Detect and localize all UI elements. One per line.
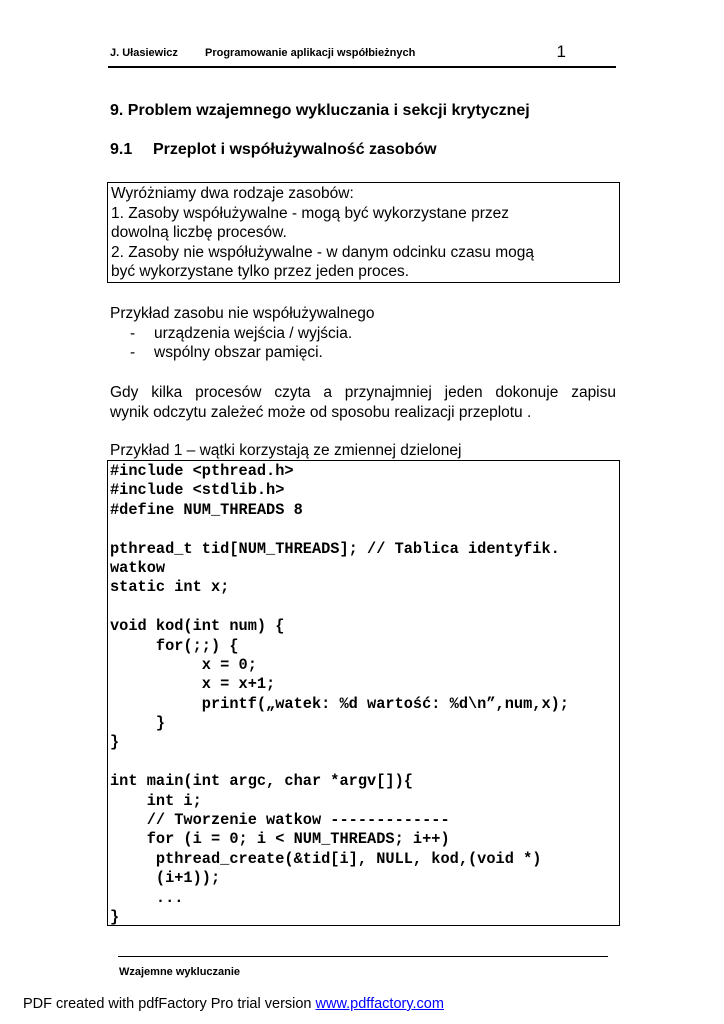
example-list bbox=[110, 304, 375, 363]
example1-caption: Przykład 1 – wątki korzystają ze zmiennej dzielonej bbox=[110, 442, 462, 459]
page-number: 1 bbox=[556, 42, 566, 61]
code-line: #define NUM_THREADS 8 bbox=[110, 500, 303, 519]
code-line: pthread_create(&tid[i], NULL, kod,(void *) bbox=[110, 849, 542, 868]
code-line: x = 0; bbox=[110, 655, 257, 674]
code-line: pthread_t tid[NUM_THREADS]; // Tablica identyfik. bbox=[110, 539, 560, 558]
code-line: ... bbox=[110, 888, 184, 907]
resource-box-line: dowolną liczbę procesów. bbox=[111, 224, 287, 241]
code-line: printf(„watek: %d wartość: %d\n”,num,x); bbox=[110, 694, 569, 713]
code-line: static int x; bbox=[110, 578, 230, 597]
interleave-paragraph bbox=[110, 383, 616, 422]
footer-text: Wzajemne wykluczanie bbox=[119, 966, 241, 978]
list-item-text: wspólny obszar pamięci. bbox=[154, 344, 323, 361]
code-line bbox=[110, 520, 619, 539]
list-dash: - bbox=[130, 344, 136, 361]
code-line: } bbox=[110, 907, 120, 926]
code-line: for(;;) { bbox=[110, 636, 239, 655]
code-line: x = x+1; bbox=[110, 675, 276, 694]
resource-box-line: być wykorzystane tylko przez jeden proces. bbox=[111, 263, 410, 280]
header-author: J. Ułasiewicz bbox=[110, 47, 178, 59]
resource-box-line: 1. Zasoby współużywalne - mogą być wykorzystane przez bbox=[111, 204, 509, 222]
list-item bbox=[110, 324, 375, 344]
resource-box-line: 2. Zasoby nie współużywalne - w danym odcinku czasu mogą bbox=[111, 243, 535, 261]
paragraph-line: wynik odczytu zależeć może od sposobu realizacji przeplotu . bbox=[110, 403, 532, 421]
list-item-text: urządzenia wejścia / wyjścia. bbox=[154, 324, 353, 342]
code-line bbox=[110, 598, 619, 617]
code-line: int main(int argc, char *argv[]){ bbox=[110, 772, 413, 791]
paragraph-line: Gdy kilka procesów czyta a przynajmniej jeden dokonuje zapisu bbox=[110, 384, 616, 401]
pdf-note-prefix: PDF created with pdfFactory Pro trial version bbox=[23, 996, 316, 1012]
footer-divider bbox=[118, 956, 608, 957]
code-line: #include <stdlib.h> bbox=[110, 481, 285, 500]
code-line: #include <pthread.h> bbox=[110, 462, 294, 480]
subsection-heading bbox=[110, 141, 437, 159]
code-line: void kod(int num) { bbox=[110, 617, 285, 636]
code-line: // Tworzenie watkow ------------- bbox=[110, 811, 450, 830]
code-line: (i+1)); bbox=[110, 869, 221, 888]
list-item bbox=[110, 343, 375, 363]
pdf-creator-note bbox=[23, 996, 444, 1012]
subsection-number: 9.1 bbox=[110, 141, 133, 158]
resource-types-box bbox=[107, 182, 620, 283]
code-line: watkow bbox=[110, 558, 166, 577]
code-line: for (i = 0; i < NUM_THREADS; i++) bbox=[110, 830, 450, 849]
subsection-title: Przeplot i współużywalność zasobów bbox=[153, 141, 437, 158]
code-line: int i; bbox=[110, 791, 202, 810]
code-listing bbox=[107, 460, 620, 926]
pdffactory-link[interactable]: www.pdffactory.com bbox=[315, 996, 444, 1012]
header-title: Programowanie aplikacji współbieżnych bbox=[205, 47, 416, 59]
example-list-intro: Przykład zasobu nie współużywalnego bbox=[110, 305, 375, 322]
resource-box-line: Wyróżniamy dwa rodzaje zasobów: bbox=[111, 185, 354, 202]
page-header bbox=[108, 44, 616, 68]
code-line: } bbox=[110, 733, 120, 752]
code-line: } bbox=[110, 714, 166, 733]
section-heading: 9. Problem wzajemnego wykluczania i sekcji krytycznej bbox=[110, 102, 530, 119]
list-dash: - bbox=[130, 324, 136, 342]
code-line bbox=[110, 753, 619, 772]
